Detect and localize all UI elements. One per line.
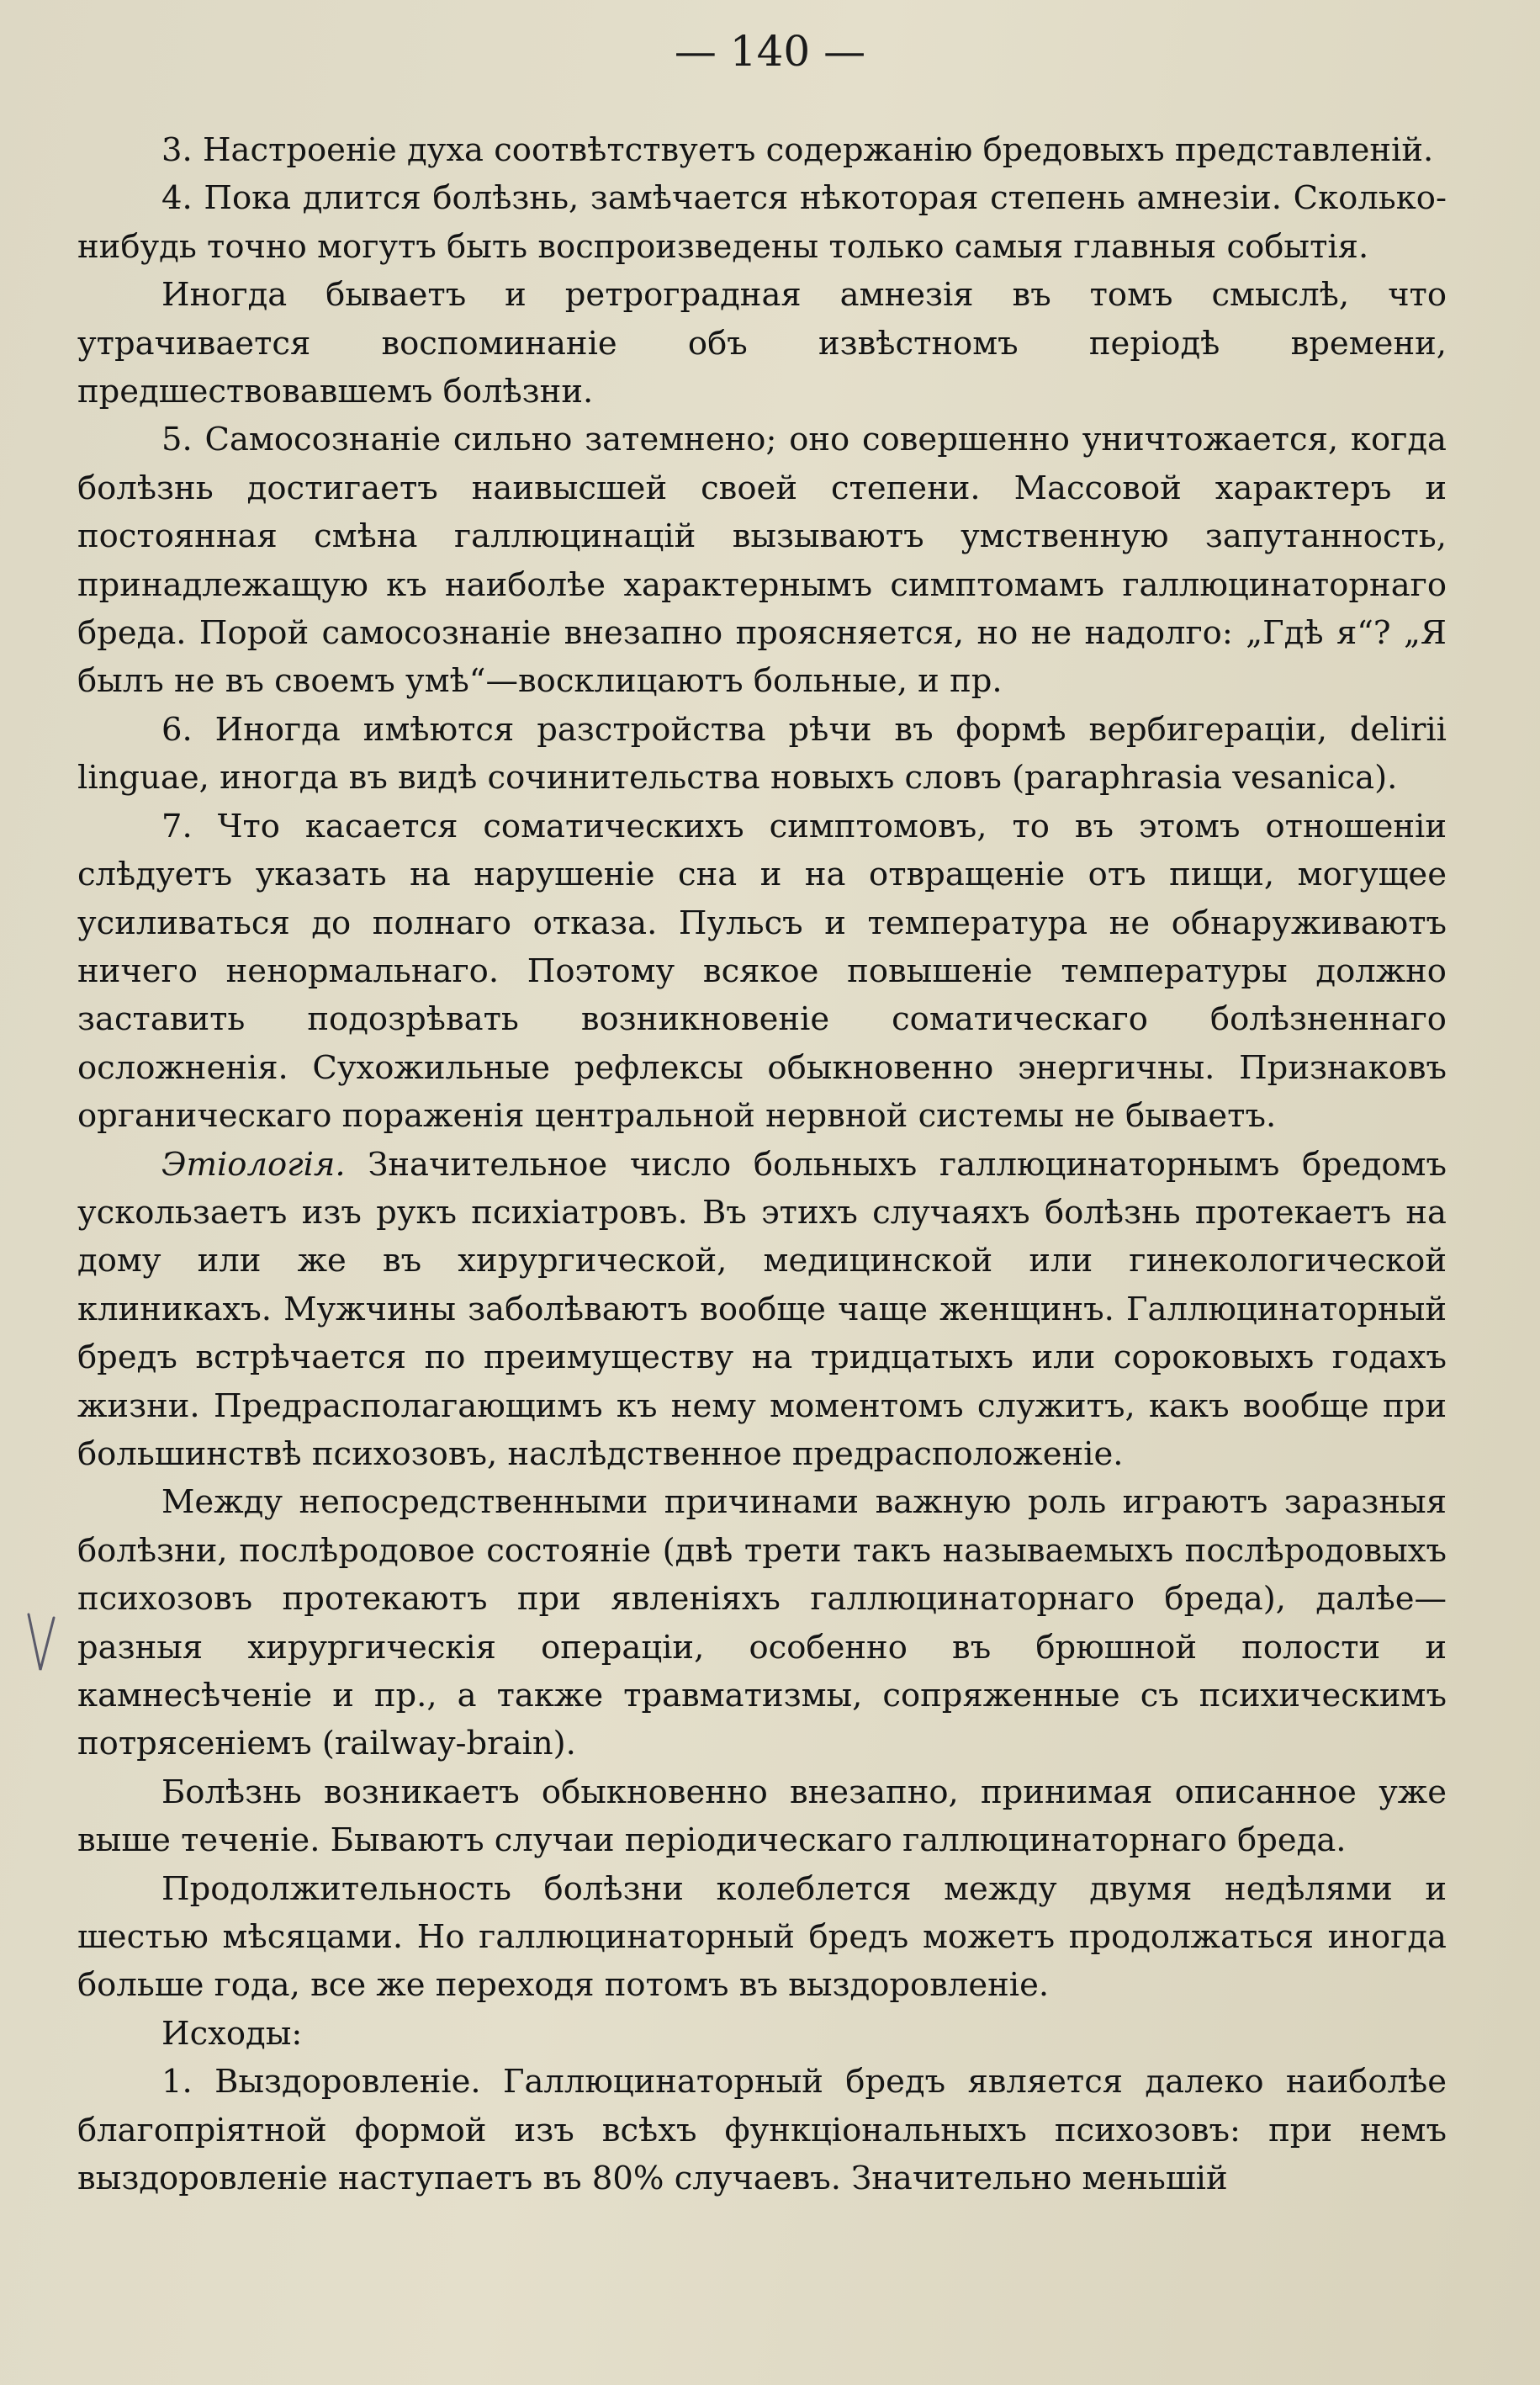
paragraph-4: 4. Пока длится болѣзнь, замѣчается нѣкоторая степень амнезіи. Сколько-нибудь точно могутъ быть воспроизведены только самыя главныя событія. xyxy=(77,179,1447,266)
etiology-heading: Этіологія. xyxy=(161,1145,346,1184)
body-text xyxy=(77,126,1447,2202)
paragraph-etiology xyxy=(77,1141,1447,1479)
paragraph-6: 6. Иногда имѣются разстройства рѣчи въ формѣ вербигераціи, delirii linguae, иногда въ видѣ сочинительства новыхъ словъ (paraphrasia vesanica). xyxy=(77,710,1447,798)
paragraph-causes: Между непосредственными причинами важную роль играютъ заразныя болѣзни, послѣродовое состояніе (двѣ трети такъ называемыхъ послѣродовыхъ психозовъ протекаютъ при явленіяхъ галлюцинаторнаго бреда), далѣе—разныя хирургическія операціи, особенно въ брюшной полости и камнесѣченіе и пр., а также травматизмы, сопряженные съ психическимъ потрясеніемъ (railway-brain). xyxy=(77,1483,1447,1763)
etiology-text: Значительное число больныхъ галлюцинаторнымъ бредомъ ускользаетъ изъ рукъ психіатровъ. Въ этихъ случаяхъ болѣзнь протекаетъ на дому или же въ хирургической, медицинской или гинекологической клиникахъ. Мужчины заболѣваютъ вообще чаще женщинъ. Галлюцинаторный бредъ встрѣчается по преимуществу на тридцатыхъ или сороковыхъ годахъ жизни. Предрасполагающимъ къ нему моментомъ служитъ, какъ вообще при большинствѣ психозовъ, наслѣдственное предрасположеніе. xyxy=(77,1145,1447,1473)
paragraph-duration: Продолжительность болѣзни колеблется между двумя недѣлями и шестью мѣсяцами. Но галлюцинаторный бредъ можетъ продолжаться иногда больше года, все же переходя потомъ въ выздоровленіе. xyxy=(77,1869,1447,2005)
paragraph-outcomes-heading: Исходы: xyxy=(161,2014,303,2053)
paragraph-5: 5. Самосознаніе сильно затемнено; оно совершенно уничтожается, когда болѣзнь достигаетъ наивысшей своей степени. Массовой характеръ и постоянная смѣна галлюцинацій вызываютъ умственную запутанность, принадлежащую къ наиболѣе характернымъ симптомамъ галлюцинаторнаго бреда. Порой самосознаніе внезапно проясняется, но не надолго: „Гдѣ я“? „Я былъ не въ своемъ умѣ“—восклицаютъ больные, и пр. xyxy=(77,421,1447,701)
paragraph-7: 7. Что касается соматическихъ симптомовъ, то въ этомъ отношеніи слѣдуетъ указать на нарушеніе сна и на отвращеніе отъ пищи, могущее усиливаться до полнаго отказа. Пульсъ и температура не обнаруживаютъ ничего ненормальнаго. Поэтому всякое повышеніе температуры должно заставить подозрѣвать возникновеніе соматическаго болѣзненнаго осложненія. Сухожильные рефлексы обыкновенно энергичны. Признаковъ органическаго пораженія центральной нервной системы не бываетъ. xyxy=(77,807,1447,1136)
page-number: — 140 — xyxy=(674,27,866,76)
paragraph-3: 3. Настроеніе духа соотвѣтствуетъ содержанію бредовыхъ представленій. xyxy=(161,131,1434,169)
pencil-margin-mark-icon xyxy=(25,1611,59,1687)
paragraph-amnesia: Иногда бываетъ и ретроградная амнезія въ томъ смыслѣ, что утрачивается воспоминаніе объ извѣстномъ періодѣ времени, предшествовавшемъ болѣзни. xyxy=(77,276,1447,411)
paragraph-recovery: 1. Выздоровленіе. Галлюцинаторный бредъ является далеко наиболѣе благопріятной формой изъ всѣхъ функціональныхъ психозовъ: при немъ выздоровленіе наступаетъ въ 80% случаевъ. Значительно меньшій xyxy=(77,2063,1447,2198)
paragraph-onset: Болѣзнь возникаетъ обыкновенно внезапно, принимая описанное уже выше теченіе. Бываютъ случаи періодическаго галлюцинаторнаго бреда. xyxy=(77,1773,1447,1860)
